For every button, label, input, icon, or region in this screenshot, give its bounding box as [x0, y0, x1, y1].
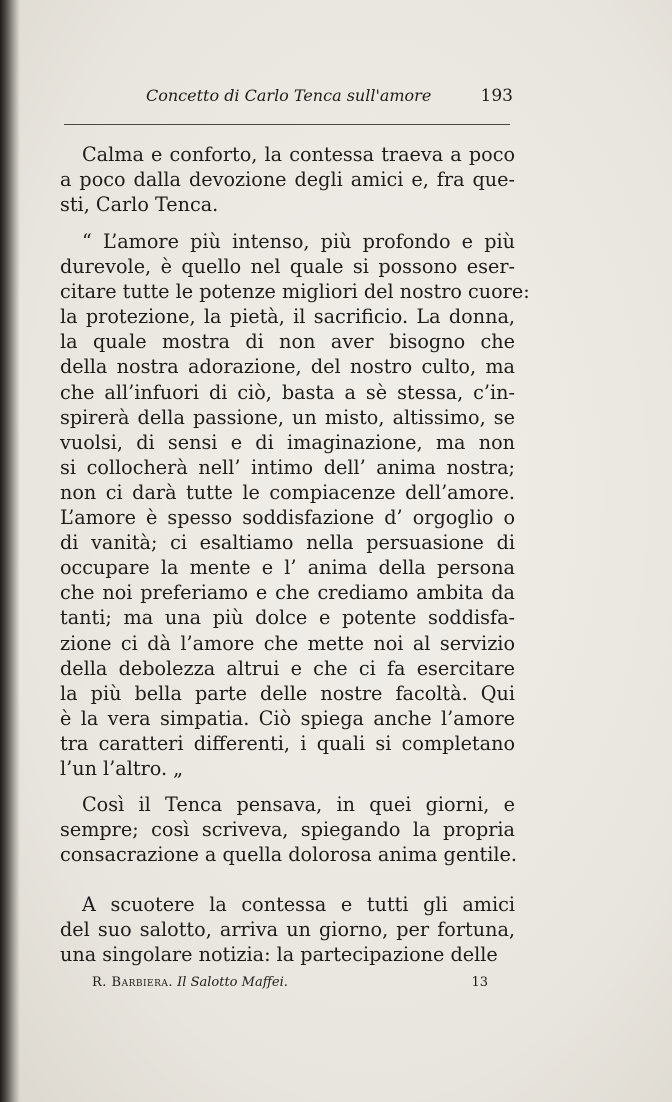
header-rule [64, 124, 510, 125]
text-line: non ci darà tutte le compiacenze dell’amore. [60, 480, 515, 504]
text-line: tanti; ma una più dolce e potente soddisfa- [60, 606, 515, 630]
footer-author: R. Barbiera. [92, 975, 174, 990]
text-line: “ L’amore più intenso, più profondo e più [82, 230, 515, 253]
text-line: vuolsi, di sensi e di imaginazione, ma non [60, 430, 515, 454]
text-line: Così il Tenca pensava, in quei giorni, e [82, 793, 515, 816]
text-line: sempre; così scriveva, spiegando la propria [60, 818, 515, 842]
paragraph-2 [60, 229, 530, 781]
text-line: la protezione, la pietà, il sacrificio. La donna, [60, 305, 515, 329]
text-line: A scuotere la contessa e tutti gli amici [82, 893, 515, 916]
book-spine-shadow [0, 0, 20, 1102]
text-line: del suo salotto, arriva un giorno, per fortuna, [60, 918, 515, 942]
text-line: spirerà della passione, un misto, altissimo, se [60, 405, 515, 429]
text-line: citare tutte le potenze migliori del nostro cuore: [60, 280, 530, 304]
text-line: a poco dalla devozione degli amici e, fra que- [60, 168, 515, 192]
text-line: la quale mostra di non aver bisogno che [60, 330, 515, 354]
footer-book-title: Il Salotto Maffei. [177, 975, 288, 990]
text-line: della debolezza altrui e che ci fa esercitare [60, 656, 515, 680]
text-line: durevole, è quello nel quale si possono eser- [60, 255, 515, 279]
page-number: 193 [480, 86, 513, 106]
running-title: Concetto di Carlo Tenca sull'amore [146, 86, 432, 105]
paragraph-3 [60, 792, 515, 867]
text-line: si collocherà nell’ intimo dell’ anima nostra; [60, 455, 515, 479]
text-line: della nostra adorazione, del nostro culto, ma [60, 355, 515, 379]
text-line: una singolare notizia: la partecipazione delle [60, 943, 498, 967]
paragraph-1 [60, 142, 515, 217]
text-line: L’amore è spesso soddisfazione d’ orgoglio o [60, 506, 515, 530]
text-line: tra caratteri differenti, i quali si completano [60, 731, 515, 755]
footer-signature: 13 [471, 975, 488, 990]
text-line: l’un l’altro. „ [60, 756, 184, 780]
page-footer [78, 975, 488, 995]
text-line: occupare la mente e l’ anima della persona [60, 556, 515, 580]
text-line: è la vera simpatia. Ciò spiega anche l’amore [60, 706, 515, 730]
text-line: la più bella parte delle nostre facoltà. Qui [60, 681, 515, 705]
text-line: consacrazione a quella dolorosa anima gentile. [60, 843, 517, 867]
text-line: che noi preferiamo e che crediamo ambita da [60, 581, 515, 605]
page-header [60, 86, 515, 114]
text-line: che all’infuori di ciò, basta a sè stessa, c’in- [60, 380, 515, 404]
text-line: di vanità; ci esaltiamo nella persuasione di [60, 531, 515, 555]
text-line: sti, Carlo Tenca. [60, 193, 219, 217]
paragraph-4 [60, 892, 515, 967]
text-line: zione ci dà l’amore che mette noi al servizio [60, 631, 515, 655]
text-line: Calma e conforto, la contessa traeva a poco [82, 143, 515, 166]
